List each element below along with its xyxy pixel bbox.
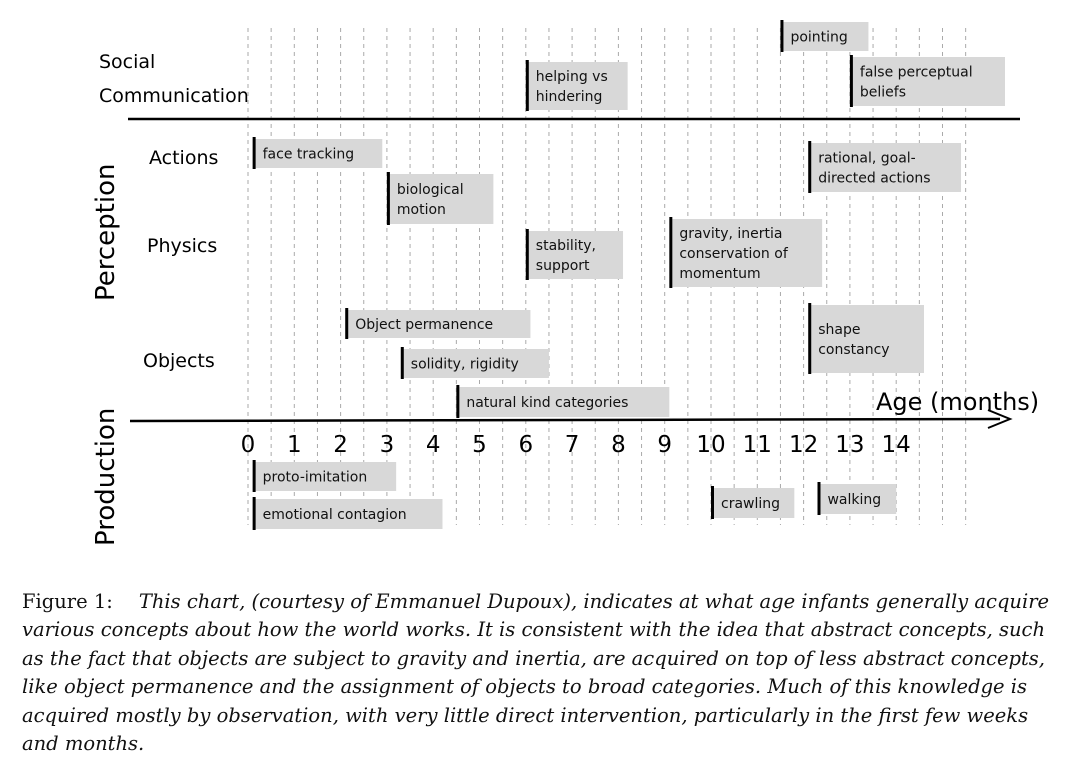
bar-rect: [808, 305, 924, 373]
timeline-bar: [456, 385, 669, 418]
timeline-bar: [345, 308, 530, 339]
timeline-bar: [711, 486, 794, 519]
bar-label: proto-imitation: [262, 469, 368, 486]
x-tick-label: 13: [835, 432, 865, 458]
timeline-bar: [808, 303, 924, 374]
bar-label: helping vs: [535, 69, 608, 85]
x-tick-label: 3: [379, 432, 395, 458]
timeline-bar: [253, 460, 397, 492]
timeline-bar: [669, 217, 822, 288]
bar-label: pointing: [790, 29, 848, 46]
x-tick-label: 10: [696, 432, 726, 458]
x-tick-label: 11: [742, 432, 772, 458]
bar-label: directed actions: [818, 170, 931, 187]
figure-label: Figure 1:: [22, 590, 113, 613]
bar-label: crawling: [721, 496, 781, 512]
bar-label: rational, goal-: [818, 150, 916, 167]
x-tick-label: 6: [518, 432, 534, 458]
x-tick-label: 9: [657, 432, 673, 458]
bar-label: motion: [396, 202, 446, 218]
timeline-bar: [526, 60, 628, 111]
caption-text: This chart, (courtesy of Emmanuel Dupoux), indicates at what age infants generally acquire various concepts about how the world works. It is consistent with the idea that abstract concepts, such as the fact that objects are subject to gravity and inertia, are acquired on top of less abstract concepts, like object permanence and the assignment of objects to broad categories. Much of this knowledge is acquired mostly by observation, with very little direct intervention, particularly in the first few weeks and months.: [22, 590, 1050, 756]
bar-label: Object permanence: [355, 317, 494, 333]
bar-label: face tracking: [262, 146, 355, 163]
x-tick-label: 0: [240, 432, 256, 458]
x-axis-tick-labels: [241, 432, 911, 458]
bar-label: beliefs: [859, 84, 907, 101]
timeline-bar: [817, 482, 896, 515]
bar-label: solidity, rigidity: [410, 356, 519, 373]
row-label-actions: Actions: [149, 147, 219, 169]
bar-label: emotional contagion: [262, 507, 407, 523]
age-axis-line: [130, 419, 1000, 421]
bar-label: constancy: [818, 342, 890, 358]
bar-label: gravity, inertia: [679, 226, 783, 242]
x-tick-label: 1: [286, 432, 302, 458]
bar-label: hindering: [535, 89, 603, 105]
x-tick-label: 4: [425, 432, 441, 458]
row-label-physics: Physics: [147, 235, 218, 257]
section-label-social: Social: [99, 51, 156, 73]
timeline-bar: [526, 229, 623, 280]
timeline-bar: [253, 497, 443, 530]
x-axis-label: Age (months): [876, 388, 1040, 416]
bar-label: walking: [827, 492, 882, 508]
bar-label: natural kind categories: [466, 395, 629, 411]
section-label-communication: Communication: [99, 85, 249, 107]
figure-caption: [22, 588, 1058, 758]
bar-label: support: [535, 258, 590, 274]
x-tick-label: 8: [611, 432, 626, 458]
x-tick-label: 5: [472, 432, 487, 458]
bar-label: shape: [818, 322, 861, 338]
bar-label: false perceptual: [859, 64, 973, 81]
bar-label: biological: [396, 182, 464, 198]
timeline-bar: [808, 141, 961, 193]
timeline-bar: [850, 55, 1005, 107]
row-label-objects: Objects: [143, 350, 215, 372]
timeline-bar: [387, 172, 493, 225]
x-tick-label: 14: [881, 432, 911, 458]
timeline-bar: [253, 137, 383, 169]
bar-label: momentum: [679, 266, 761, 282]
x-tick-label: 7: [564, 432, 580, 458]
x-tick-label: 12: [788, 432, 819, 458]
x-tick-label: 2: [333, 432, 348, 458]
section-label-perception: Perception: [91, 163, 121, 301]
bar-label: conservation of: [679, 246, 788, 262]
timeline-bar: [401, 347, 549, 379]
bar-label: stability,: [535, 238, 596, 254]
section-label-production: Production: [91, 407, 121, 546]
timeline-bar: [780, 20, 868, 52]
